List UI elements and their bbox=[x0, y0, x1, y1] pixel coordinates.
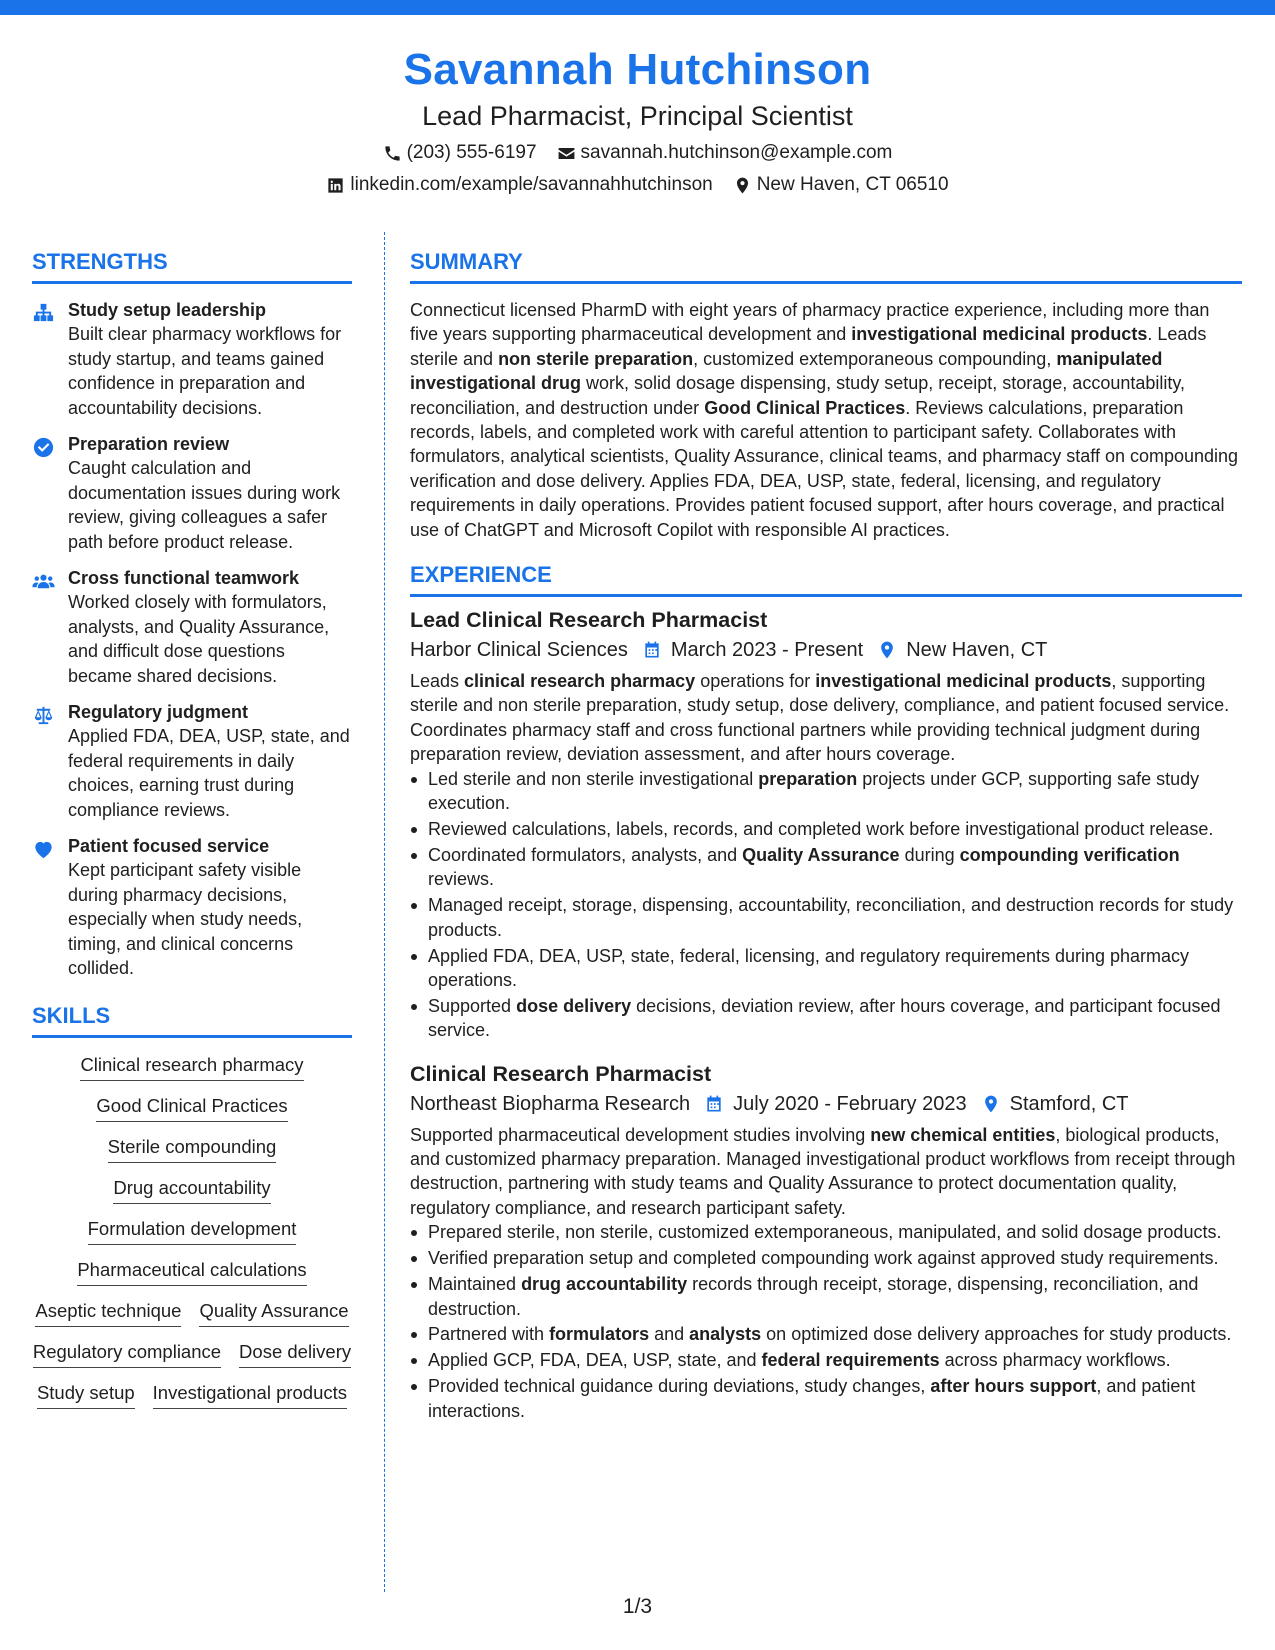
strength-title: Preparation review bbox=[68, 434, 230, 454]
skills-list bbox=[32, 1052, 352, 1409]
job-title: Lead Clinical Research Pharmacist bbox=[410, 608, 768, 633]
map-pin-icon bbox=[981, 1094, 1001, 1114]
job-bullets bbox=[410, 1220, 1242, 1423]
job-description: Supported pharmaceutical development studies involving new chemical entities, biological products, and customized pharmacy preparation. Managed investigational product workflows from receipt through destruction, partnering with study teams and Quality Assurance to protect documentation quality, regulatory compliance, and research participant safety. bbox=[410, 1124, 1236, 1218]
linkedin-icon bbox=[326, 176, 345, 195]
skill-tag: Quality Assurance bbox=[199, 1298, 348, 1327]
job-bullet: Provided technical guidance during deviations, study changes, after hours support, and patient interactions. bbox=[428, 1374, 1242, 1423]
job-bullet: Partnered with formulators and analysts on optimized dose delivery approaches for study products. bbox=[428, 1322, 1242, 1346]
phone-icon bbox=[383, 144, 402, 163]
phone-number: (203) 555-6197 bbox=[406, 142, 537, 163]
emphasis-text: after hours support bbox=[930, 1376, 1097, 1397]
emphasis-text: Quality Assurance bbox=[742, 844, 900, 865]
strength-desc: Built clear pharmacy workflows for study startup, and teams gained confidence in preparation and accountability decisions. bbox=[68, 324, 342, 418]
candidate-title: Lead Pharmacist, Principal Scientist bbox=[422, 101, 853, 131]
envelope-icon bbox=[557, 144, 576, 163]
candidate-name: Savannah Hutchinson bbox=[403, 45, 872, 94]
location-text: New Haven, CT 06510 bbox=[756, 174, 949, 195]
experience-heading: EXPERIENCE bbox=[410, 558, 1242, 597]
job-bullet: Applied FDA, DEA, USP, state, federal, licensing, and regulatory requirements during pharmacy operations. bbox=[428, 944, 1242, 993]
strength-item bbox=[32, 298, 352, 420]
emphasis-text: clinical research pharmacy bbox=[464, 671, 696, 692]
job-bullet: Coordinated formulators, analysts, and Quality Assurance during compounding verification reviews. bbox=[428, 843, 1242, 892]
job-bullet: Maintained drug accountability records through receipt, storage, dispensing, reconciliation, and destruction. bbox=[428, 1272, 1242, 1321]
job-entry bbox=[410, 605, 1242, 1043]
job-bullets bbox=[410, 767, 1242, 1043]
job-description: Leads clinical research pharmacy operations for investigational medicinal products, supporting sterile and non sterile preparation, study setup, dose delivery, compliance, and patient focused service. Coordinates pharmacy staff and cross functional partners while providing technical judgment during preparation review, deviation assessment, and after hours coverage. bbox=[410, 671, 1230, 765]
summary-heading: SUMMARY bbox=[410, 245, 1242, 284]
right-column bbox=[410, 245, 1242, 1439]
sitemap-icon bbox=[32, 302, 55, 325]
resume-header bbox=[0, 40, 1275, 200]
scale-icon bbox=[32, 704, 55, 727]
job-dates: July 2020 - February 2023 bbox=[733, 1092, 967, 1115]
top-accent-bar bbox=[0, 0, 1275, 15]
contact-row-2 bbox=[0, 170, 1275, 200]
left-column bbox=[32, 245, 352, 1409]
strength-title: Patient focused service bbox=[68, 836, 270, 856]
job-location: New Haven, CT bbox=[906, 639, 1048, 662]
strength-desc: Worked closely with formulators, analysts, and Quality Assurance, and difficult dose questions became shared decisions. bbox=[68, 592, 330, 686]
skill-tag: Regulatory compliance bbox=[33, 1339, 221, 1368]
emphasis-text: compounding verification bbox=[959, 844, 1180, 865]
strength-title: Regulatory judgment bbox=[68, 702, 249, 722]
job-dates: March 2023 - Present bbox=[670, 639, 864, 662]
emphasis-text: preparation bbox=[758, 768, 858, 789]
job-bullet: Verified preparation setup and completed compounding work against approved study requirements. bbox=[428, 1246, 1242, 1270]
job-meta bbox=[410, 1089, 1242, 1119]
phone-contact bbox=[383, 138, 537, 168]
skill-tag: Investigational products bbox=[153, 1380, 347, 1409]
job-location: Stamford, CT bbox=[1009, 1092, 1129, 1115]
emphasis-text: investigational medicinal products bbox=[815, 671, 1112, 692]
emphasis-text: non sterile preparation bbox=[498, 348, 694, 369]
users-icon bbox=[32, 570, 55, 593]
email-contact[interactable] bbox=[557, 138, 893, 168]
strength-item bbox=[32, 566, 352, 688]
skill-tag: Formulation development bbox=[88, 1216, 297, 1245]
check-circle-icon bbox=[32, 436, 55, 459]
skill-tag: Aseptic technique bbox=[35, 1298, 181, 1327]
skill-tag: Drug accountability bbox=[113, 1175, 270, 1204]
map-pin-icon bbox=[733, 176, 752, 195]
strength-desc: Kept participant safety visible during pharmacy decisions, especially when study needs, timing, and clinical concerns collided. bbox=[68, 860, 303, 978]
job-title: Clinical Research Pharmacist bbox=[410, 1061, 712, 1086]
strengths-list bbox=[32, 298, 352, 981]
strengths-heading: STRENGTHS bbox=[32, 245, 352, 284]
emphasis-text: drug accountability bbox=[521, 1274, 688, 1295]
heart-icon bbox=[32, 838, 55, 861]
job-bullet: Reviewed calculations, labels, records, and completed work before investigational product release. bbox=[428, 817, 1242, 841]
skill-tag: Dose delivery bbox=[239, 1339, 351, 1368]
job-bullet: Managed receipt, storage, dispensing, accountability, reconciliation, and destruction records for study products. bbox=[428, 893, 1242, 942]
column-divider bbox=[384, 232, 385, 1592]
emphasis-text: manipulated investigational drug bbox=[410, 348, 1163, 394]
strength-item bbox=[32, 700, 352, 822]
job-company: Harbor Clinical Sciences bbox=[410, 639, 628, 662]
emphasis-text: federal requirements bbox=[761, 1350, 940, 1371]
email-address[interactable]: savannah.hutchinson@example.com bbox=[580, 142, 893, 163]
strength-title: Study setup leadership bbox=[68, 300, 267, 320]
linkedin-contact[interactable] bbox=[326, 170, 712, 200]
job-company: Northeast Biopharma Research bbox=[410, 1092, 691, 1115]
contact-row-1 bbox=[0, 138, 1275, 168]
skill-tag: Good Clinical Practices bbox=[96, 1093, 287, 1122]
strength-item bbox=[32, 834, 352, 981]
location-contact bbox=[733, 170, 949, 200]
job-bullet: Supported dose delivery decisions, deviation review, after hours coverage, and participant focused service. bbox=[428, 994, 1242, 1043]
strength-desc: Applied FDA, DEA, USP, state, and federal requirements in daily choices, earning trust during compliance reviews. bbox=[68, 726, 350, 820]
skill-tag: Pharmaceutical calculations bbox=[77, 1257, 306, 1286]
calendar-icon bbox=[704, 1094, 724, 1114]
emphasis-text: new chemical entities bbox=[870, 1124, 1056, 1145]
skill-tag: Clinical research pharmacy bbox=[80, 1052, 303, 1081]
strength-title: Cross functional teamwork bbox=[68, 568, 300, 588]
linkedin-url[interactable]: linkedin.com/example/savannahhutchinson bbox=[350, 174, 713, 195]
job-entry bbox=[410, 1059, 1242, 1423]
strength-item bbox=[32, 432, 352, 554]
strength-desc: Caught calculation and documentation issues during work review, giving colleagues a safer path before product release. bbox=[68, 458, 341, 552]
summary-text: Connecticut licensed PharmD with eight years of pharmacy practice experience, including more than five years supporting pharmaceutical development and investigational medicinal products. Leads sterile and non sterile preparation, customized extemporaneous compounding, manipulated investigational drug work, solid dosage dispensing, study setup, receipt, storage, accountability, reconciliation, and destruction under Good Clinical Practices. Reviews calculations, preparation records, labels, and completed work with careful attention to participant safety. Collaborates with formulators, analytical scientists, Quality Assurance, clinical teams, and pharmacy staff on compounding verification and dose delivery. Applies FDA, DEA, USP, state, federal, licensing, and regulatory requirements in daily operations. Provides patient focused support, after hours coverage, and practical use of ChatGPT and Microsoft Copilot with responsible AI practices. bbox=[410, 300, 1239, 540]
job-bullet: Led sterile and non sterile investigational preparation projects under GCP, supporting safe study execution. bbox=[428, 767, 1242, 816]
emphasis-text: Good Clinical Practices bbox=[704, 397, 906, 418]
calendar-icon bbox=[642, 640, 662, 660]
job-meta bbox=[410, 635, 1242, 665]
emphasis-text: formulators bbox=[549, 1324, 650, 1345]
page-number: 1/3 bbox=[622, 1595, 653, 1618]
skill-tag: Study setup bbox=[37, 1380, 135, 1409]
emphasis-text: analysts bbox=[689, 1324, 762, 1345]
skill-tag: Sterile compounding bbox=[108, 1134, 277, 1163]
job-bullet: Applied GCP, FDA, DEA, USP, state, and federal requirements across pharmacy workflows. bbox=[428, 1348, 1242, 1372]
skills-heading: SKILLS bbox=[32, 999, 352, 1038]
emphasis-text: investigational medicinal products bbox=[851, 324, 1148, 345]
map-pin-icon bbox=[877, 640, 897, 660]
job-bullet: Prepared sterile, non sterile, customized extemporaneous, manipulated, and solid dosage products. bbox=[428, 1220, 1242, 1244]
emphasis-text: dose delivery bbox=[516, 995, 632, 1016]
